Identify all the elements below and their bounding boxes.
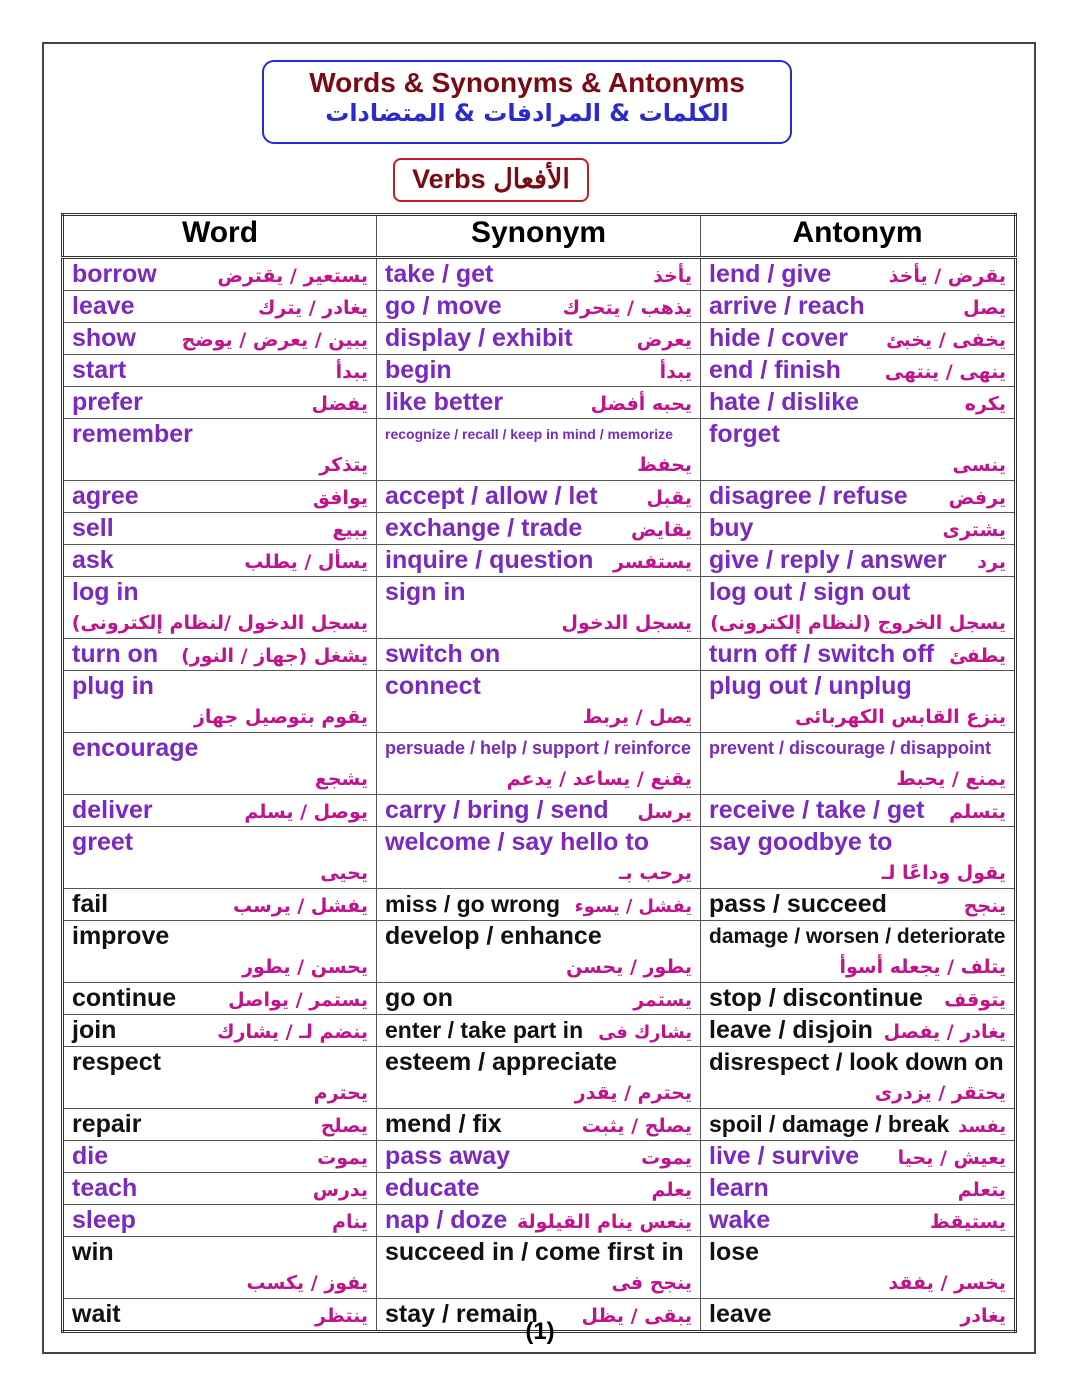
table-row xyxy=(63,387,1016,419)
word-cell xyxy=(63,419,377,481)
ant-cell xyxy=(701,827,1016,889)
word-cell xyxy=(63,291,377,323)
syn-arabic: يحترم / يقدر xyxy=(574,1082,692,1104)
ant-arabic: يقرض / يأخذ xyxy=(888,265,1006,287)
table-row xyxy=(63,1015,1016,1047)
word-english: deliver xyxy=(72,796,153,824)
syn-english: persuade / help / support / reinforce xyxy=(385,738,692,758)
ant-english: stop / discontinue xyxy=(709,984,923,1012)
ant-arabic: يغادر xyxy=(960,1305,1006,1327)
table-row xyxy=(63,1141,1016,1173)
ant-english: forget xyxy=(709,420,780,448)
word-cell xyxy=(63,921,377,983)
table-row xyxy=(63,577,1016,639)
ant-english: buy xyxy=(709,514,754,542)
ant-cell xyxy=(701,671,1016,733)
ant-cell xyxy=(701,545,1016,577)
title-box xyxy=(262,60,792,144)
word-cell xyxy=(63,795,377,827)
ant-cell xyxy=(701,355,1016,387)
syn-arabic: يقايض xyxy=(631,519,692,541)
ant-cell xyxy=(701,481,1016,513)
word-cell xyxy=(63,545,377,577)
syn-cell xyxy=(377,1205,701,1237)
syn-english: develop / enhance xyxy=(385,922,602,950)
word-cell xyxy=(63,983,377,1015)
ant-cell xyxy=(701,1237,1016,1299)
word-english: turn on xyxy=(72,640,159,668)
word-arabic: يشغل (جهاز / النور) xyxy=(181,645,368,667)
syn-cell xyxy=(377,983,701,1015)
word-cell xyxy=(63,1109,377,1141)
ant-arabic: يصل xyxy=(963,297,1006,319)
syn-english: go / move xyxy=(385,292,502,320)
ant-cell xyxy=(701,1109,1016,1141)
syn-cell xyxy=(377,291,701,323)
word-english: repair xyxy=(72,1110,142,1138)
ant-english: hide / cover xyxy=(709,324,848,352)
syn-english: succeed in / come first in xyxy=(385,1238,684,1266)
word-english: greet xyxy=(72,828,134,856)
ant-cell xyxy=(701,258,1016,291)
ant-cell xyxy=(701,1141,1016,1173)
table-row xyxy=(63,419,1016,481)
ant-arabic: ينسى xyxy=(952,454,1006,476)
ant-cell xyxy=(701,921,1016,983)
ant-arabic: يفسد xyxy=(958,1116,1006,1137)
ant-english: log out / sign out xyxy=(709,578,911,606)
syn-english: take / get xyxy=(385,260,494,288)
table-row xyxy=(63,481,1016,513)
syn-english: connect xyxy=(385,672,481,700)
ant-english: disrespect / look down on xyxy=(709,1049,1004,1076)
syn-arabic: يبدأ xyxy=(659,361,692,383)
ant-arabic: يتوقف xyxy=(944,989,1006,1011)
syn-cell xyxy=(377,323,701,355)
syn-english: go on xyxy=(385,984,454,1012)
syn-cell xyxy=(377,795,701,827)
ant-english: arrive / reach xyxy=(709,292,865,320)
table-row xyxy=(63,1173,1016,1205)
word-arabic: يفشل / يرسب xyxy=(232,895,368,917)
ant-arabic: يرد xyxy=(977,551,1006,573)
syn-english: welcome / say hello to xyxy=(385,828,649,856)
word-cell xyxy=(63,733,377,795)
syn-english: begin xyxy=(385,356,452,384)
table-row xyxy=(63,545,1016,577)
word-cell xyxy=(63,577,377,639)
ant-english: prevent / discourage / disappoint xyxy=(709,738,992,758)
ant-arabic: يستيقظ xyxy=(930,1211,1006,1233)
word-cell xyxy=(63,1237,377,1299)
syn-english: like better xyxy=(385,388,504,416)
ant-cell xyxy=(701,577,1016,639)
syn-arabic: يقنع / يساعد / يدعم xyxy=(506,768,692,790)
syn-cell xyxy=(377,1237,701,1299)
ant-english: spoil / damage / break xyxy=(709,1111,950,1137)
table-row xyxy=(63,921,1016,983)
table-row xyxy=(63,1047,1016,1109)
syn-cell xyxy=(377,1173,701,1205)
syn-arabic: يموت xyxy=(641,1147,692,1169)
word-arabic: يقوم بتوصيل جهاز xyxy=(193,706,368,728)
word-cell xyxy=(63,1173,377,1205)
word-cell xyxy=(63,481,377,513)
ant-arabic: يعيش / يحيا xyxy=(897,1147,1006,1169)
syn-arabic: يرحب بـ xyxy=(618,862,692,884)
ant-arabic: يطفئ xyxy=(949,645,1006,667)
word-cell xyxy=(63,355,377,387)
syn-arabic: يفشل / يسوء xyxy=(574,896,692,917)
word-cell xyxy=(63,1205,377,1237)
ant-cell xyxy=(701,1173,1016,1205)
table-row xyxy=(63,827,1016,889)
vocabulary-table xyxy=(61,213,1017,1333)
ant-arabic: ينجح xyxy=(963,895,1006,917)
ant-arabic: يرفض xyxy=(948,487,1006,509)
column-header-antonym: Antonym xyxy=(701,215,1016,258)
ant-english: lose xyxy=(709,1238,760,1266)
ant-arabic: يسجل الخروج (لنظام إلكترونى) xyxy=(710,612,1006,634)
table-row xyxy=(63,258,1016,291)
ant-cell xyxy=(701,639,1016,671)
ant-arabic: يحتقر / يزدرى xyxy=(874,1082,1006,1104)
ant-cell xyxy=(701,387,1016,419)
ant-arabic: يخفى / يخبئ xyxy=(886,329,1006,351)
word-arabic: يحسن / يطور xyxy=(242,956,368,978)
syn-english: educate xyxy=(385,1174,480,1202)
table-body xyxy=(63,258,1016,1332)
word-english: sleep xyxy=(72,1206,136,1234)
ant-arabic: يمنع / يحبط xyxy=(896,768,1006,790)
word-arabic: يسجل الدخول /لنظام إلكترونى) xyxy=(71,612,368,634)
ant-english: disagree / refuse xyxy=(709,482,908,510)
syn-english: nap / doze xyxy=(385,1206,508,1234)
syn-arabic: يصل / يربط xyxy=(582,706,692,728)
page-number: (1) xyxy=(525,1318,555,1345)
ant-english: leave xyxy=(709,1300,772,1328)
syn-english: stay / remain xyxy=(385,1300,538,1328)
word-english: fail xyxy=(72,890,109,918)
ant-english: end / finish xyxy=(709,356,841,384)
syn-arabic: يبقى / يظل xyxy=(581,1305,692,1327)
ant-cell xyxy=(701,323,1016,355)
word-english: remember xyxy=(72,420,193,448)
syn-cell xyxy=(377,889,701,921)
ant-english: leave / disjoin xyxy=(709,1016,873,1044)
word-english: improve xyxy=(72,922,170,950)
table-row xyxy=(63,323,1016,355)
ant-arabic: يتسلم xyxy=(949,801,1006,823)
syn-arabic: يطور / يحسن xyxy=(566,956,692,978)
table-row xyxy=(63,889,1016,921)
syn-english: miss / go wrong xyxy=(385,891,561,917)
syn-arabic: يستمر xyxy=(633,989,692,1011)
syn-cell xyxy=(377,827,701,889)
word-arabic: يشجع xyxy=(314,768,368,790)
ant-english: receive / take / get xyxy=(709,796,925,824)
word-cell xyxy=(63,827,377,889)
syn-english: esteem / appreciate xyxy=(385,1048,618,1076)
word-english: sell xyxy=(72,514,114,542)
word-arabic: يبدأ xyxy=(335,361,368,383)
ant-cell xyxy=(701,513,1016,545)
word-english: win xyxy=(72,1238,114,1266)
syn-arabic: يحبه أفضل xyxy=(590,393,692,415)
syn-cell xyxy=(377,921,701,983)
syn-arabic: يستفسر xyxy=(612,551,692,573)
syn-arabic: ينجح فى xyxy=(611,1272,692,1294)
word-english: encourage xyxy=(72,734,199,762)
syn-cell xyxy=(377,733,701,795)
syn-cell xyxy=(377,671,701,733)
syn-english: enter / take part in xyxy=(385,1017,584,1043)
syn-cell xyxy=(377,1047,701,1109)
syn-arabic: يرسل xyxy=(637,801,692,823)
word-cell xyxy=(63,671,377,733)
word-english: borrow xyxy=(72,260,157,288)
word-arabic: يصلح xyxy=(320,1115,368,1137)
word-cell xyxy=(63,513,377,545)
syn-cell xyxy=(377,1109,701,1141)
ant-arabic: يقول وداعًا لـ xyxy=(881,862,1006,884)
word-cell xyxy=(63,1047,377,1109)
column-header-synonym: Synonym xyxy=(377,215,701,258)
word-english: ask xyxy=(72,546,114,574)
word-arabic: يستمر / يواصل xyxy=(228,989,368,1011)
table-row xyxy=(63,1109,1016,1141)
ant-english: plug out / unplug xyxy=(709,672,912,700)
word-english: plug in xyxy=(72,672,154,700)
word-arabic: يفضل xyxy=(311,393,368,415)
ant-arabic: يشترى xyxy=(942,519,1006,541)
syn-arabic: يعلم xyxy=(651,1179,692,1201)
word-english: die xyxy=(72,1142,109,1170)
word-arabic: يحترم xyxy=(313,1082,368,1104)
title-arabic: الكلمات & المرادفات & المتضادات xyxy=(325,99,729,127)
syn-english: mend / fix xyxy=(385,1110,502,1138)
word-cell xyxy=(63,889,377,921)
word-english: agree xyxy=(72,482,139,510)
syn-cell xyxy=(377,1141,701,1173)
table-row xyxy=(63,1237,1016,1299)
syn-english: exchange / trade xyxy=(385,514,583,542)
word-english: join xyxy=(72,1016,117,1044)
ant-cell xyxy=(701,1015,1016,1047)
word-english: log in xyxy=(72,578,139,606)
word-arabic: يبين / يعرض / يوضح xyxy=(181,329,368,351)
syn-cell xyxy=(377,577,701,639)
syn-english: inquire / question xyxy=(385,546,594,574)
word-arabic: ينام xyxy=(332,1211,368,1233)
word-cell xyxy=(63,387,377,419)
ant-arabic: يغادر / يفصل xyxy=(883,1021,1006,1043)
word-arabic: يستعير / يقترض xyxy=(217,265,368,287)
syn-arabic: ينعس ينام القيلولة xyxy=(516,1211,692,1233)
ant-english: say goodbye to xyxy=(709,828,893,856)
syn-cell xyxy=(377,419,701,481)
syn-cell xyxy=(377,1015,701,1047)
syn-english: recognize / recall / keep in mind / memorize xyxy=(385,426,673,442)
word-arabic: يوافق xyxy=(312,487,368,509)
ant-cell xyxy=(701,291,1016,323)
syn-arabic: يحفظ xyxy=(637,454,692,476)
word-english: respect xyxy=(72,1048,161,1076)
word-arabic: ينتظر xyxy=(315,1305,368,1327)
syn-english: display / exhibit xyxy=(385,324,573,352)
word-arabic: يفوز / يكسب xyxy=(246,1272,368,1294)
syn-english: switch on xyxy=(385,640,501,668)
word-cell xyxy=(63,1015,377,1047)
column-header-word: Word xyxy=(63,215,377,258)
word-english: continue xyxy=(72,984,177,1012)
ant-english: damage / worsen / deteriorate xyxy=(709,925,1006,948)
syn-english: sign in xyxy=(385,578,466,606)
syn-arabic: يقبل xyxy=(646,487,692,509)
syn-arabic: يصلح / يثبت xyxy=(581,1115,692,1137)
ant-cell xyxy=(701,1047,1016,1109)
syn-cell xyxy=(377,513,701,545)
word-arabic: يدرس xyxy=(312,1179,368,1201)
word-arabic: يموت xyxy=(317,1147,368,1169)
ant-arabic: يتعلم xyxy=(957,1179,1006,1201)
table-row xyxy=(63,733,1016,795)
word-english: leave xyxy=(72,292,135,320)
ant-cell xyxy=(701,983,1016,1015)
word-english: wait xyxy=(72,1300,121,1328)
word-arabic: يسأل / يطلب xyxy=(244,551,368,573)
syn-cell xyxy=(377,481,701,513)
table-header-row xyxy=(63,215,1016,258)
table-row xyxy=(63,983,1016,1015)
syn-arabic: يأخذ xyxy=(653,265,692,287)
table-row xyxy=(63,639,1016,671)
word-english: prefer xyxy=(72,388,143,416)
title-english: Words & Synonyms & Antonyms xyxy=(309,67,745,98)
syn-arabic: يذهب / يتحرك xyxy=(562,297,692,319)
word-cell xyxy=(63,639,377,671)
ant-english: lend / give xyxy=(709,260,832,288)
word-cell xyxy=(63,1141,377,1173)
word-english: start xyxy=(72,356,127,384)
word-cell xyxy=(63,323,377,355)
ant-arabic: يخسر / يفقد xyxy=(888,1272,1006,1294)
table-row xyxy=(63,795,1016,827)
ant-english: turn off / switch off xyxy=(709,640,934,668)
syn-cell xyxy=(377,355,701,387)
table-row xyxy=(63,291,1016,323)
syn-cell xyxy=(377,545,701,577)
syn-cell xyxy=(377,387,701,419)
table-row xyxy=(63,513,1016,545)
ant-english: pass / succeed xyxy=(709,890,887,918)
ant-cell xyxy=(701,419,1016,481)
ant-english: wake xyxy=(709,1206,771,1234)
word-arabic: يتذكر xyxy=(319,454,368,476)
ant-arabic: ينزع القابس الكهربائى xyxy=(794,706,1006,728)
ant-english: learn xyxy=(709,1174,769,1202)
ant-cell xyxy=(701,889,1016,921)
section-label-verbs: Verbs الأفعال xyxy=(393,158,589,202)
syn-cell xyxy=(377,258,701,291)
ant-arabic: يكره xyxy=(964,393,1006,415)
word-arabic: يبيع xyxy=(332,519,368,541)
syn-arabic: يعرض xyxy=(636,329,692,351)
word-arabic: ينضم لـ / يشارك xyxy=(217,1021,368,1043)
syn-arabic: يشارك فى xyxy=(598,1022,692,1043)
word-english: teach xyxy=(72,1174,138,1202)
word-cell xyxy=(63,258,377,291)
word-arabic: يوصل / يسلم xyxy=(244,801,368,823)
syn-english: carry / bring / send xyxy=(385,796,609,824)
ant-english: give / reply / answer xyxy=(709,546,947,574)
ant-english: hate / dislike xyxy=(709,388,860,416)
ant-cell xyxy=(701,795,1016,827)
ant-cell xyxy=(701,733,1016,795)
word-english: show xyxy=(72,324,136,352)
word-arabic: يحيى xyxy=(320,862,368,884)
ant-arabic: ينهى / ينتهى xyxy=(884,361,1006,383)
table-row xyxy=(63,1205,1016,1237)
syn-cell xyxy=(377,639,701,671)
ant-arabic: يتلف / يجعله أسوأ xyxy=(839,956,1006,978)
syn-english: accept / allow / let xyxy=(385,482,598,510)
ant-cell xyxy=(701,1205,1016,1237)
syn-arabic: يسجل الدخول xyxy=(561,612,692,634)
table-row xyxy=(63,671,1016,733)
syn-english: pass away xyxy=(385,1142,511,1170)
word-arabic: يغادر / يترك xyxy=(258,297,368,319)
ant-english: live / survive xyxy=(709,1142,860,1170)
table-row xyxy=(63,355,1016,387)
